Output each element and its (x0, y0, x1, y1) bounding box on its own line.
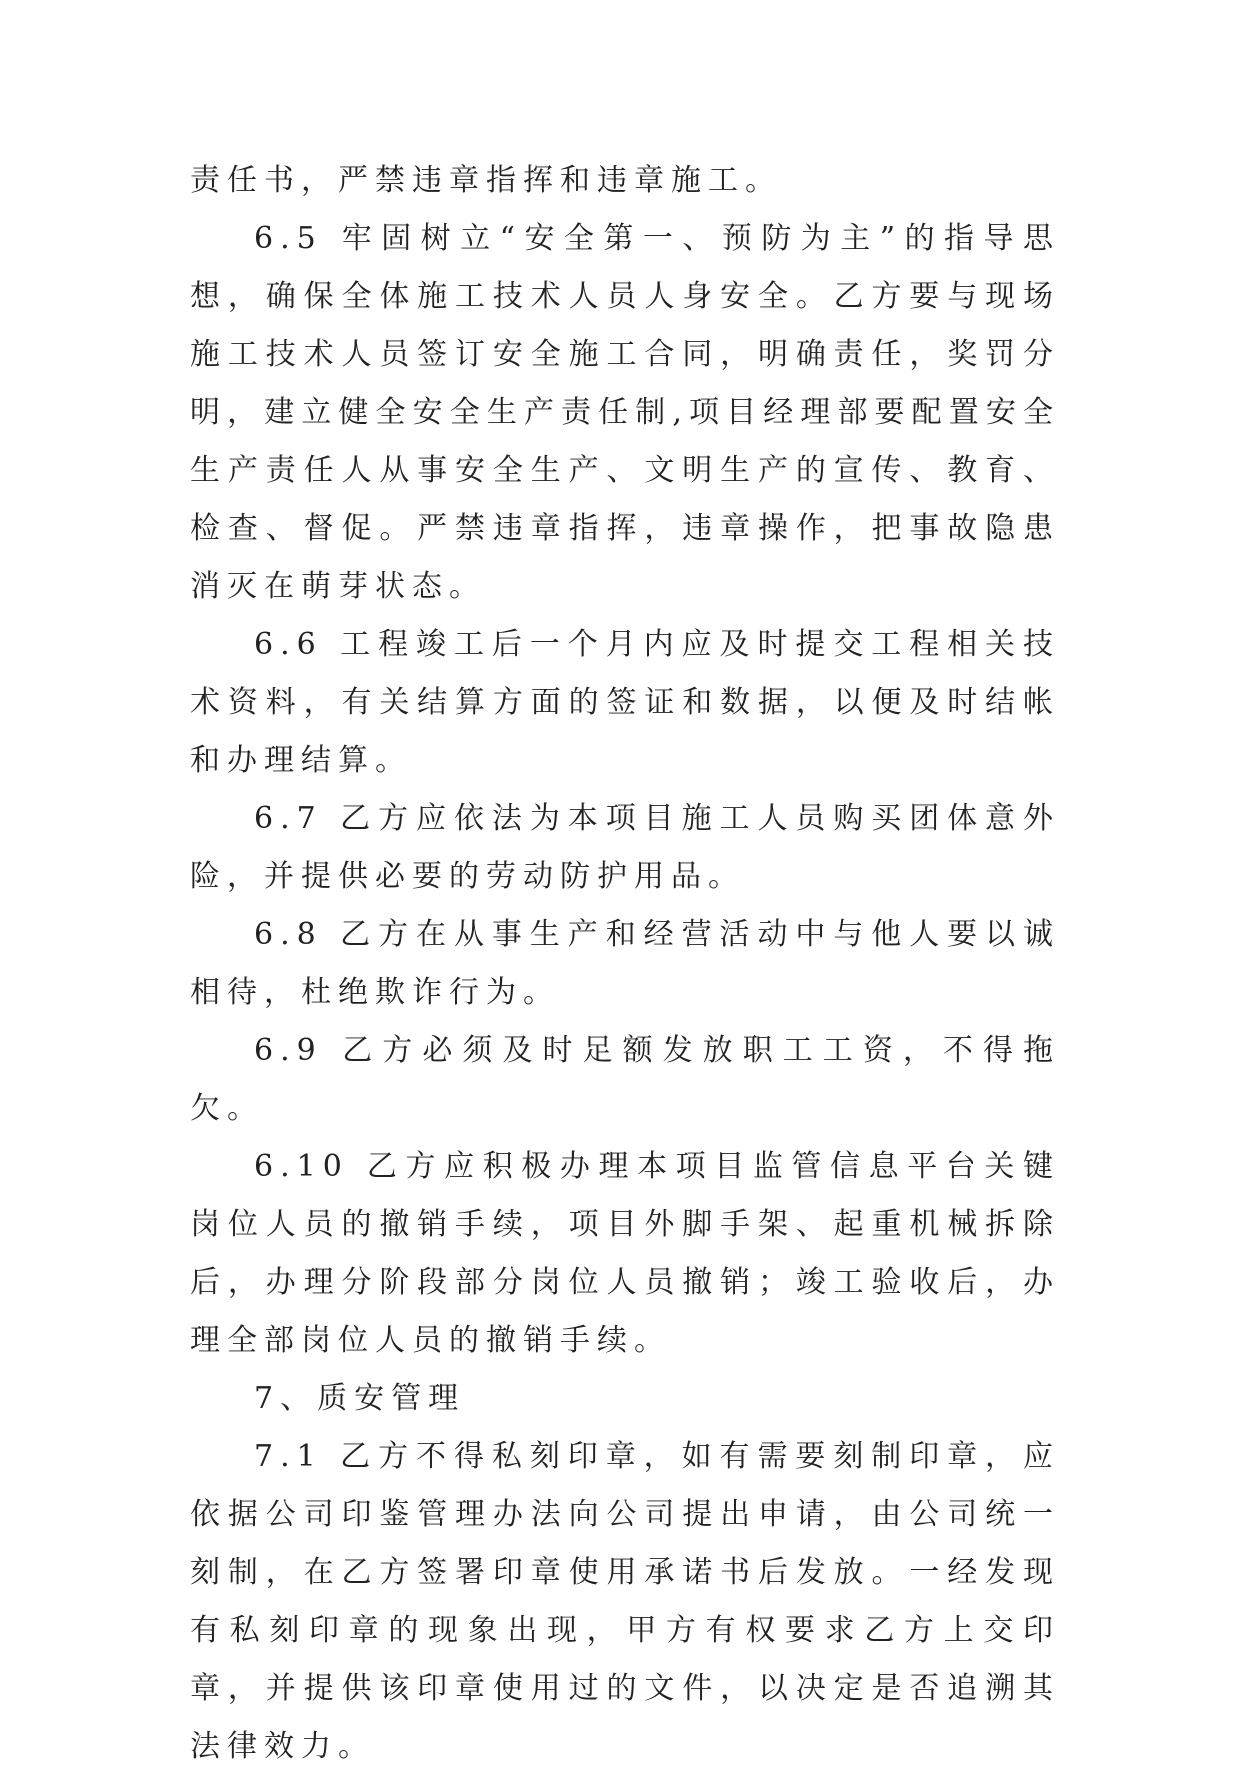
paragraph-6-8: 6.8 乙方在从事生产和经营活动中与他人要以诚相待，杜绝欺诈行为。 (190, 917, 1060, 1010)
paragraph-6-6: 6.6 工程竣工后一个月内应及时提交工程相关技术资料，有关结算方面的签证和数据，以便及时结帐和办理结算。 (190, 627, 1060, 778)
paragraph-6-9: 6.9 乙方必须及时足额发放职工工资，不得拖欠。 (190, 1033, 1060, 1126)
paragraph-7-1: 7.1 乙方不得私刻印章，如有需要刻制印章，应依据公司印鉴管理办法向公司提出申请，由公司统一刻制，在乙方签署印章使用承诺书后发放。一经发现有私刻印章的现象出现，甲方有权要求乙方上交印章，并提供该印章使用过的文件，以决定是否追溯其法律效力。 (190, 1439, 1060, 1764)
paragraph-6-10: 6.10 乙方应积极办理本项目监管信息平台关键岗位人员的撤销手续，项目外脚手架、起重机械拆除后，办理分阶段部分岗位人员撤销；竣工验收后，办理全部岗位人员的撤销手续。 (190, 1149, 1060, 1358)
document-body (190, 152, 1060, 1776)
paragraph-6-5: 6.5 牢固树立“安全第一、预防为主”的指导思想，确保全体施工技术人员人身安全。乙方要与现场施工技术人员签订安全施工合同，明确责任，奖罚分明，建立健全安全生产责任制,项目经理部要配置安全生产责任人从事安全生产、文明生产的宣传、教育、检查、督促。严禁违章指挥，违章操作，把事故隐患消灭在萌芽状态。 (190, 221, 1060, 604)
paragraph-continuation: 责任书，严禁违章指挥和违章施工。 (190, 163, 782, 198)
section-heading-7: 7、质安管理 (254, 1381, 466, 1416)
paragraph-6-7: 6.7 乙方应依法为本项目施工人员购买团体意外险，并提供必要的劳动防护用品。 (190, 801, 1060, 894)
